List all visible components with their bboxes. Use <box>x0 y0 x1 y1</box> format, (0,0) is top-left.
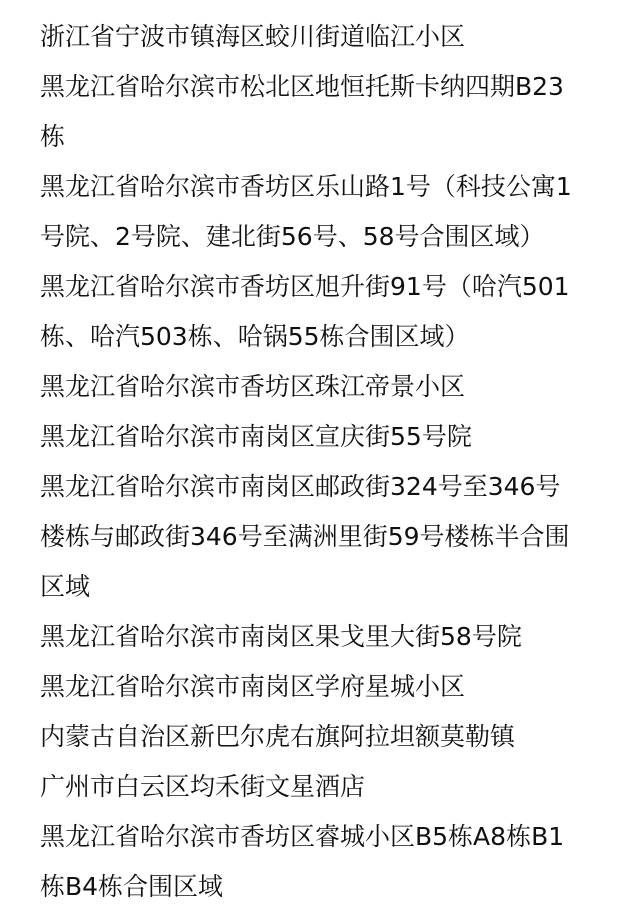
address-line: 黑龙江省哈尔滨市松北区地恒托斯卡纳四期B23 <box>40 72 564 101</box>
address-line: 黑龙江省哈尔滨市南岗区果戈里大街58号院 <box>40 622 522 651</box>
address-line: 黑龙江省哈尔滨市南岗区邮政街324号至346号 <box>40 472 561 501</box>
address-line: 黑龙江省哈尔滨市香坊区乐山路1号（科技公寓1 <box>40 172 572 201</box>
address-line: 栋B4栋合围区域 <box>40 872 224 901</box>
address-line: 楼栋与邮政街346号至满洲里街59号楼栋半合围 <box>40 522 570 551</box>
address-line: 栋、哈汽503栋、哈锅55栋合围区域） <box>40 322 470 351</box>
address-line: 黑龙江省哈尔滨市南岗区宣庆街55号院 <box>40 422 472 451</box>
address-line: 栋 <box>40 122 66 151</box>
address-list <box>40 12 600 912</box>
address-line: 黑龙江省哈尔滨市香坊区珠江帝景小区 <box>40 372 466 401</box>
address-line: 黑龙江省哈尔滨市南岗区学府星城小区 <box>40 672 466 701</box>
address-line: 黑龙江省哈尔滨市香坊区旭升街91号（哈汽501 <box>40 272 570 301</box>
address-line: 内蒙古自治区新巴尔虎右旗阿拉坦额莫勒镇 <box>40 722 516 751</box>
address-line: 黑龙江省哈尔滨市香坊区睿城小区B5栋A8栋B1 <box>40 822 565 851</box>
address-line: 浙江省宁波市镇海区蛟川街道临江小区 <box>40 22 466 51</box>
address-line: 广州市白云区均禾街文星酒店 <box>40 772 366 801</box>
address-line: 区域 <box>40 572 91 601</box>
address-line: 号院、2号院、建北街56号、58号合围区域） <box>40 222 545 251</box>
